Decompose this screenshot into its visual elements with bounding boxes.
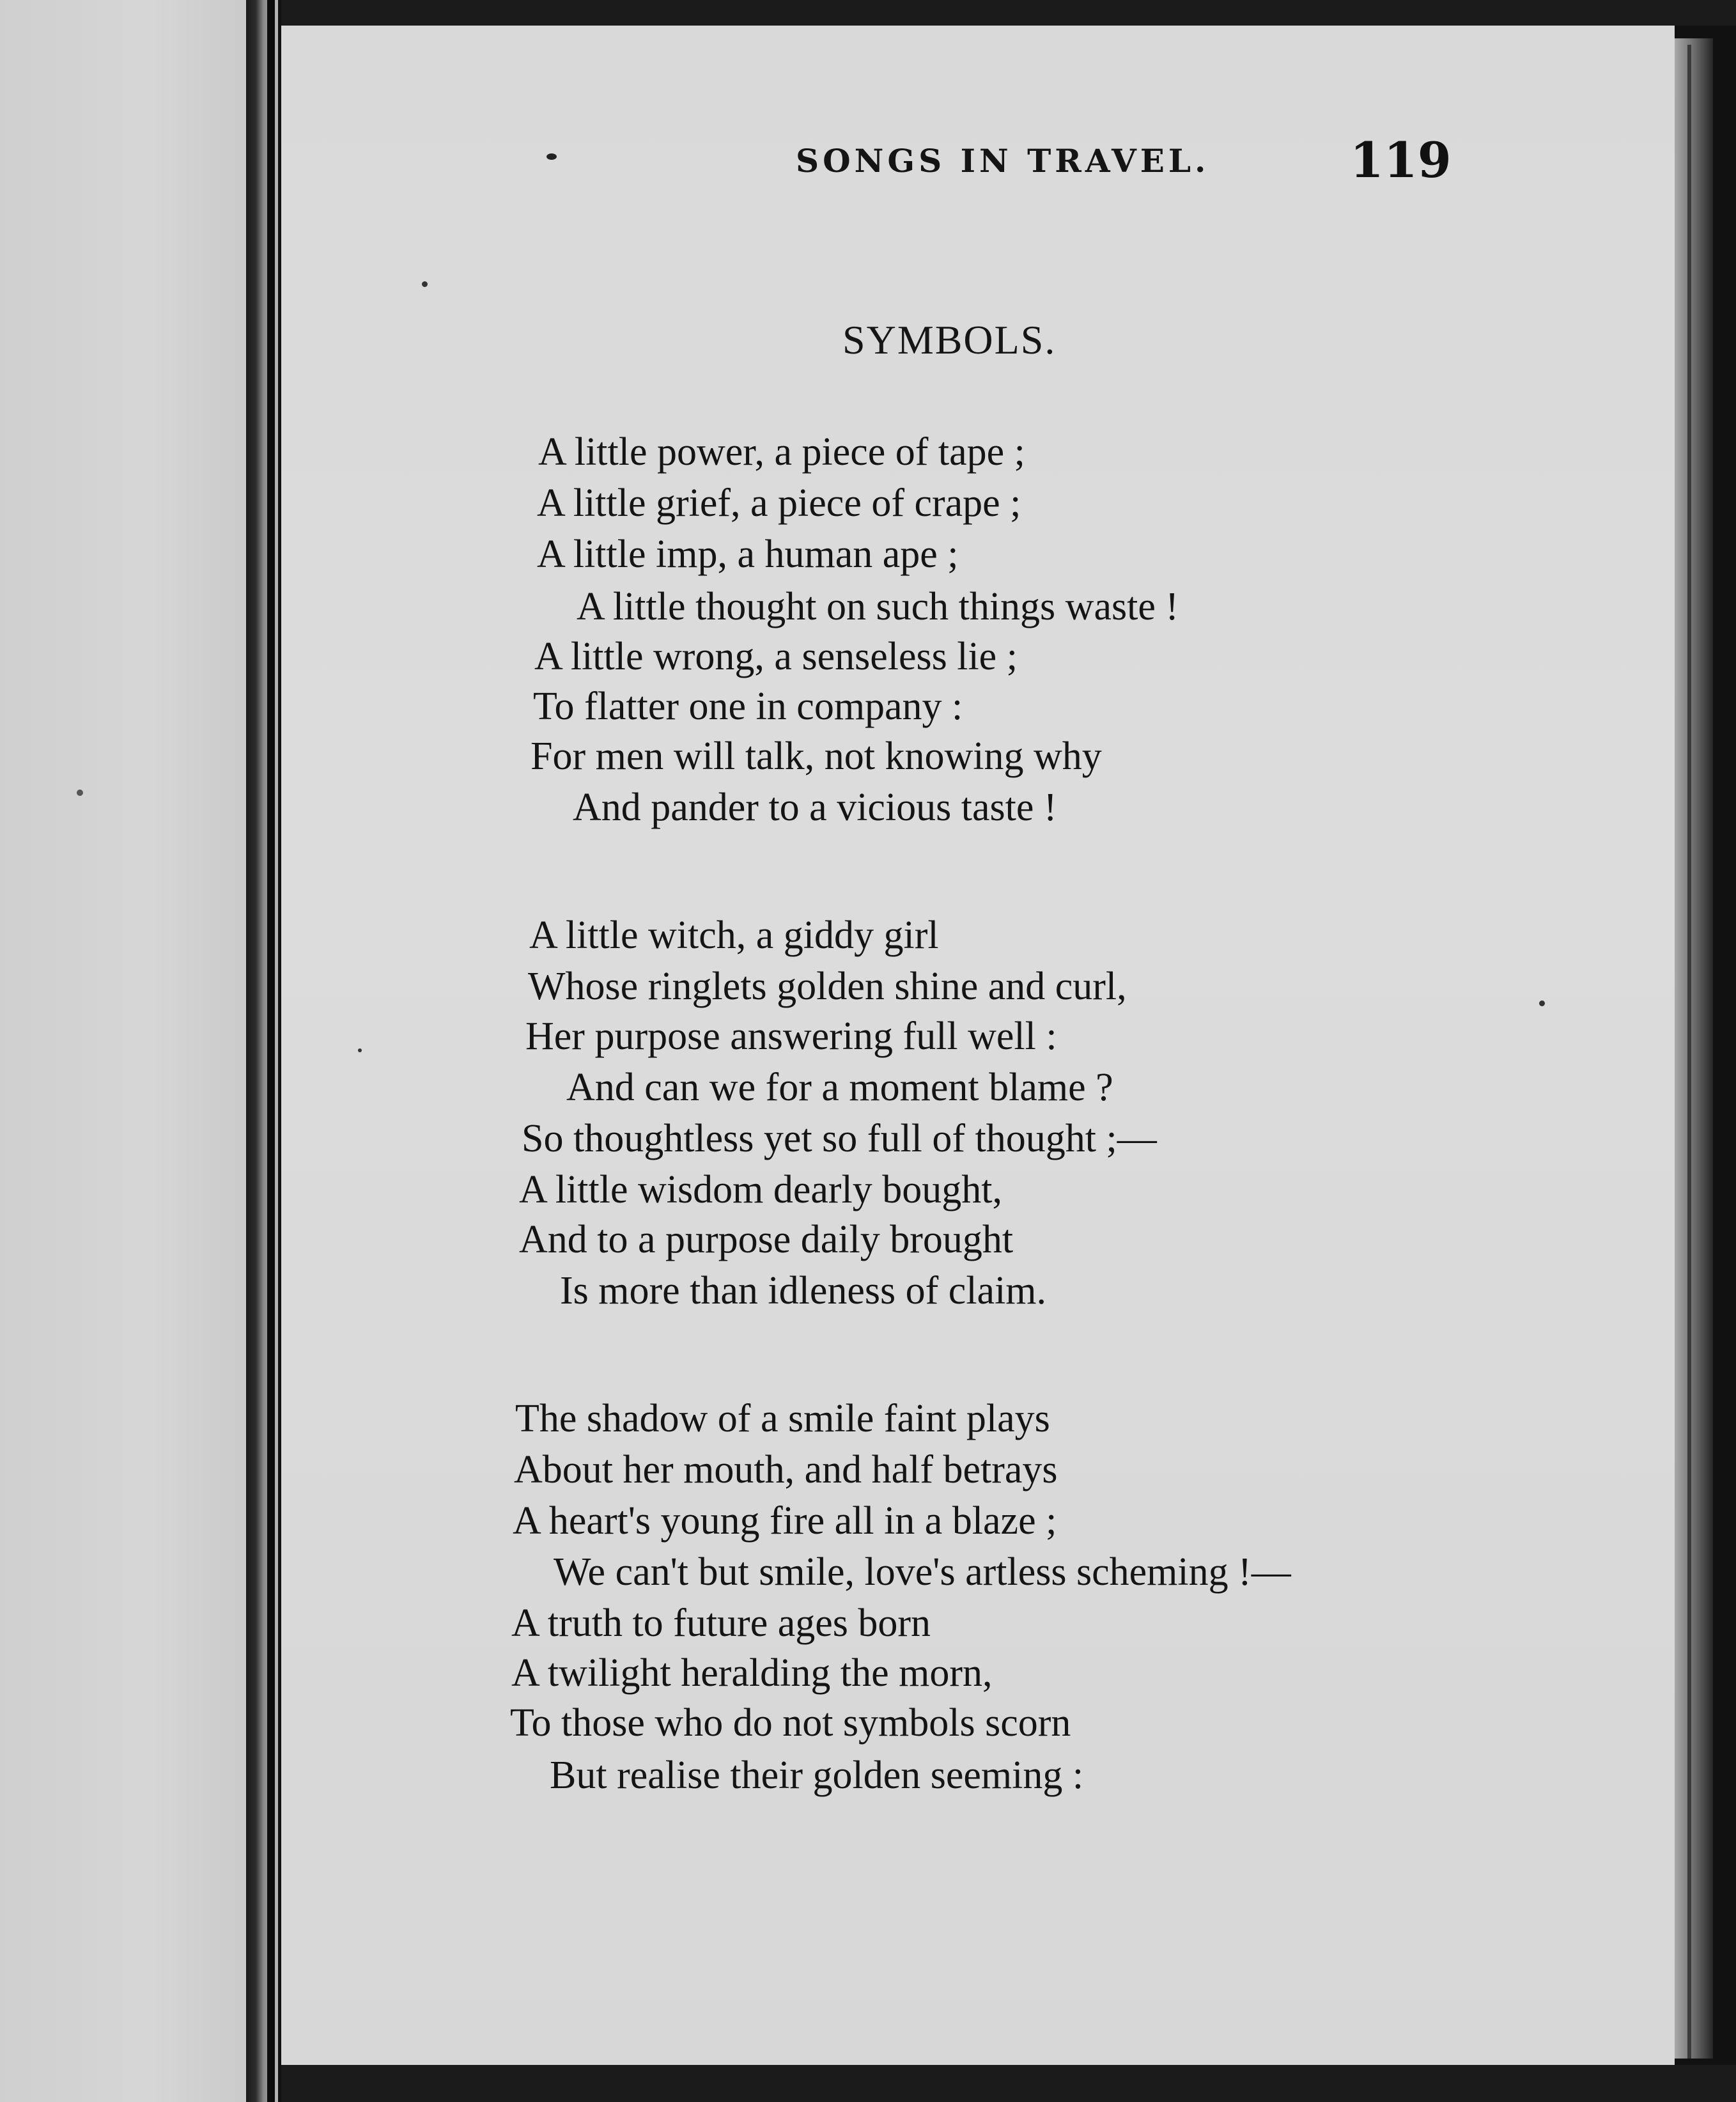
poem-line: Is more than idleness of claim. <box>560 1269 1047 1312</box>
poem-line: We can't but smile, love's artless scheming !— <box>554 1550 1291 1594</box>
poem-line: A little witch, a giddy girl <box>529 914 939 957</box>
gutter-shadow-line <box>267 0 275 2102</box>
scan-border-bottom <box>281 2065 1736 2102</box>
scan-border-top <box>281 0 1736 26</box>
page-edge-right <box>1675 38 1713 2059</box>
poem-line: A little thought on such things waste ! <box>577 585 1179 628</box>
poem-line: A little wrong, a senseless lie ; <box>534 635 1018 678</box>
poem-line: And to a purpose daily brought <box>519 1218 1014 1261</box>
poem-line: A little imp, a human ape ; <box>537 533 959 576</box>
poem-line: A heart's young fire all in a blaze ; <box>513 1499 1057 1543</box>
poem-line: For men will talk, not knowing why <box>531 735 1102 778</box>
ink-mark <box>546 153 557 160</box>
running-head: SONGS IN TRAVEL. <box>796 142 1210 180</box>
poem-line: A little wisdom dearly bought, <box>519 1168 1002 1211</box>
poem-line: But realise their golden seeming : <box>550 1754 1084 1797</box>
poem-line: The shadow of a smile faint plays <box>515 1397 1050 1440</box>
poem-line: A little power, a piece of tape ; <box>538 430 1025 474</box>
poem-line: So thoughtless yet so full of thought ;— <box>522 1117 1157 1160</box>
poem-line: A little grief, a piece of crape ; <box>537 481 1021 525</box>
ink-speck <box>358 1048 362 1052</box>
poem-line: A truth to future ages born <box>511 1601 931 1645</box>
poem-title: SYMBOLS. <box>842 317 1057 362</box>
poem-line: About her mouth, and half betrays <box>514 1448 1058 1491</box>
poem-line: To flatter one in company : <box>533 685 963 728</box>
poem-line: And can we for a moment blame ? <box>566 1066 1113 1109</box>
paper-speck <box>77 790 83 796</box>
ink-speck <box>422 281 428 287</box>
poem-line: Her purpose answering full well : <box>525 1015 1057 1058</box>
facing-page-edge <box>0 0 252 2102</box>
poem-line: And pander to a vicious taste ! <box>573 786 1057 829</box>
poem-line: A twilight heralding the morn, <box>511 1651 993 1695</box>
poem-line: Whose ringlets golden shine and curl, <box>528 965 1127 1008</box>
poem-line: To those who do not symbols scorn <box>510 1701 1071 1745</box>
page-number: 119 <box>1350 132 1452 189</box>
ink-speck <box>1539 1000 1545 1006</box>
page-edge-line <box>1687 45 1691 2059</box>
